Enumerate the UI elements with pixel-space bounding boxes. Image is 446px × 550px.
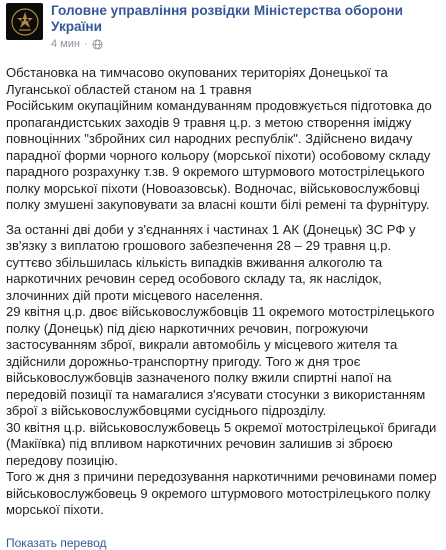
separator-dot: · — [83, 38, 88, 50]
globe-icon[interactable] — [92, 39, 103, 50]
post-paragraph: 30 квітня ц.р. військовослужбовець 5 окремої мотострілецької бригади (Макіївка) під впливом наркотичних речовин залишив зі зброєю передову позицію. — [6, 419, 437, 468]
post-meta — [51, 2, 440, 50]
post-paragraph: 29 квітня ц.р. двоє військовослужбовців 11 окремого мотострілецького полку (Донецьк) під дією наркотичних речовин, погрожуючи застосуванням зброї, викрали автомобіль у місцевого жителя та здійснили дорожньо-транспортну пригоду. Того ж дня троє військовослужбовців зазначеного полку вжили спиртні напої на передовій позиції та намагалися з'ясувати стосунки з використанням зброї з військовослужбовцями сусіднього підрозділу. — [6, 304, 435, 418]
post-heading: Обстановка на тимчасово окупованих територіях Донецької та Луганської областей станом на 1 травня — [6, 65, 388, 97]
see-translation-link[interactable]: Показать перевод — [6, 536, 107, 550]
post-timestamp[interactable]: 4 мин — [51, 38, 80, 50]
post-paragraph: За останні дві доби у з'єднаннях і частинах 1 АК (Донецьк) ЗС РФ у зв'язку з виплатою грошового забезпечення 28 – 29 травня ц.р. суттєво збільшилась кількість випадків вживання алкоголю та наркотичних речовин серед особового складу та, як наслідок, злочинних дій проти місцевого населення. — [6, 221, 416, 303]
post-paragraph: Того ж дня з причини передозування наркотичними речовинами помер військовослужбовець 9 окремого штурмового мотострілецького полку морської піхоти. — [6, 469, 437, 517]
owl-emblem-icon — [10, 7, 40, 37]
page-avatar[interactable] — [6, 3, 43, 40]
post-paragraph: Російським окупаційним командуванням продовжується підготовка до пропагандистських заходів 9 травня ц.р. з метою створення іміджу повноцінних "збройних сил народних республік". Здійснено видачу парадної форми чорного кольору (морської піхоти) особовому складу парадного розрахунку т.зв. 9 окремого штурмового мотострілецького полку морської піхоти (Новоазовськ). Водночас, військовослужбовці полку змушені закуповувати за власні кошти білі ремені та фурнітуру. — [6, 98, 432, 212]
post-body — [6, 65, 440, 519]
post-time-row — [51, 38, 440, 50]
page-name-link[interactable]: Головне управління розвідки Міністерства оборони України — [51, 3, 403, 34]
post-header — [6, 0, 440, 58]
